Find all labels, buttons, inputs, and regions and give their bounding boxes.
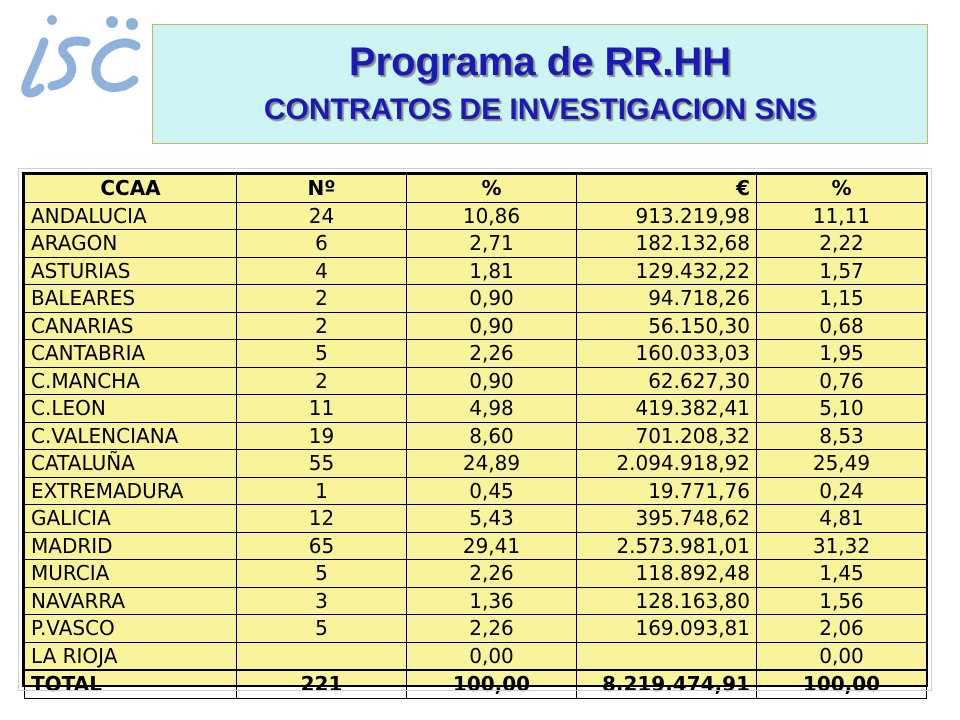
cell-euros: 419.382,41 [577,395,757,423]
cell-euros: 19.771,76 [577,477,757,505]
cell-numero: 2 [237,285,407,313]
table-row [25,615,927,643]
table-row [25,587,927,615]
cell-percent: 0,00 [407,642,577,670]
cell-percent-euros: 8,53 [757,422,927,450]
cell-numero: 5 [237,340,407,368]
cell-percent: 10,86 [407,202,577,230]
table-row [25,505,927,533]
table-row [25,532,927,560]
cell-percent-euros: 2,06 [757,615,927,643]
cell-euros: 701.208,32 [577,422,757,450]
cell-ccaa: CANARIAS [25,312,237,340]
cell-percent-euros: 5,10 [757,395,927,423]
cell-percent: 1,81 [407,257,577,285]
cell-percent: 5,43 [407,505,577,533]
total-cell-ccaa: TOTAL [25,670,237,698]
column-header-ccaa: CCAA [25,175,237,203]
cell-numero: 1 [237,477,407,505]
cell-percent-euros: 0,76 [757,367,927,395]
cell-ccaa: ARAGON [25,230,237,258]
cell-percent: 29,41 [407,532,577,560]
cell-euros: 94.718,26 [577,285,757,313]
cell-ccaa: GALICIA [25,505,237,533]
cell-percent-euros: 25,49 [757,450,927,478]
cell-percent: 0,45 [407,477,577,505]
title-banner [152,24,928,144]
cell-euros: 128.163,80 [577,587,757,615]
table-row [25,340,927,368]
cell-percent: 2,26 [407,560,577,588]
cell-euros: 160.033,03 [577,340,757,368]
column-header-percent-euros: % [757,175,927,203]
cell-percent-euros: 0,68 [757,312,927,340]
cell-percent: 0,90 [407,285,577,313]
cell-percent-euros: 1,95 [757,340,927,368]
isc-logo [8,12,148,102]
cell-ccaa: ASTURIAS [25,257,237,285]
logo-dot [106,16,118,28]
table-row [25,230,927,258]
table-row [25,450,927,478]
cell-numero: 4 [237,257,407,285]
cell-numero: 5 [237,615,407,643]
logo-letter-i [26,42,44,93]
cell-percent-euros: 2,22 [757,230,927,258]
table-row [25,477,927,505]
cell-numero: 5 [237,560,407,588]
cell-ccaa: NAVARRA [25,587,237,615]
cell-percent-euros: 11,11 [757,202,927,230]
cell-euros: 62.627,30 [577,367,757,395]
cell-percent-euros: 1,45 [757,560,927,588]
cell-ccaa: P.VASCO [25,615,237,643]
cell-numero: 2 [237,312,407,340]
cell-euros [577,642,757,670]
cell-percent-euros: 31,32 [757,532,927,560]
cell-numero: 24 [237,202,407,230]
table-row [25,422,927,450]
column-header-euros: € [577,175,757,203]
cell-euros: 118.892,48 [577,560,757,588]
contracts-table [24,174,927,699]
cell-percent-euros: 4,81 [757,505,927,533]
contracts-table-container [22,172,928,697]
cell-numero: 11 [237,395,407,423]
cell-ccaa: MADRID [25,532,237,560]
cell-ccaa: CANTABRIA [25,340,237,368]
cell-percent: 8,60 [407,422,577,450]
cell-percent: 4,98 [407,395,577,423]
total-cell-numero: 221 [237,670,407,698]
cell-percent-euros: 1,57 [757,257,927,285]
cell-numero: 3 [237,587,407,615]
cell-numero: 65 [237,532,407,560]
cell-euros: 2.573.981,01 [577,532,757,560]
cell-ccaa: LA RIOJA [25,642,237,670]
cell-numero: 19 [237,422,407,450]
cell-numero: 2 [237,367,407,395]
cell-ccaa: CATALUÑA [25,450,237,478]
cell-percent: 0,90 [407,312,577,340]
cell-percent-euros: 1,15 [757,285,927,313]
table-row [25,367,927,395]
cell-ccaa: EXTREMADURA [25,477,237,505]
cell-ccaa: ANDALUCIA [25,202,237,230]
cell-ccaa: BALEARES [25,285,237,313]
cell-percent-euros: 0,00 [757,642,927,670]
total-cell-percent-euros: 100,00 [757,670,927,698]
cell-percent: 2,71 [407,230,577,258]
table-row [25,257,927,285]
cell-percent-euros: 1,56 [757,587,927,615]
table-total-row [25,670,927,698]
column-header-numero: Nº [237,175,407,203]
cell-percent: 2,26 [407,340,577,368]
cell-ccaa: MURCIA [25,560,237,588]
logo-letter-s [52,41,86,86]
logo-dot [47,15,57,25]
table-row [25,395,927,423]
total-cell-euros: 8.219.474,91 [577,670,757,698]
cell-euros: 913.219,98 [577,202,757,230]
logo-dot [126,18,138,30]
cell-euros: 169.093,81 [577,615,757,643]
cell-ccaa: C.MANCHA [25,367,237,395]
table-row [25,312,927,340]
table-row [25,642,927,670]
cell-euros: 182.132,68 [577,230,757,258]
cell-euros: 395.748,62 [577,505,757,533]
table-row [25,202,927,230]
cell-euros: 56.150,30 [577,312,757,340]
cell-percent: 1,36 [407,587,577,615]
cell-numero: 12 [237,505,407,533]
table-header-row [25,175,927,203]
cell-numero: 6 [237,230,407,258]
total-cell-percent: 100,00 [407,670,577,698]
cell-percent: 2,26 [407,615,577,643]
cell-ccaa: C.LEON [25,395,237,423]
cell-numero [237,642,407,670]
cell-percent-euros: 0,24 [757,477,927,505]
cell-euros: 2.094.918,92 [577,450,757,478]
page-subtitle: CONTRATOS DE INVESTIGACION SNS [263,93,817,126]
logo-letter-c [96,43,136,88]
cell-percent: 24,89 [407,450,577,478]
column-header-percent: % [407,175,577,203]
cell-numero: 55 [237,450,407,478]
cell-ccaa: C.VALENCIANA [25,422,237,450]
table-row [25,560,927,588]
cell-percent: 0,90 [407,367,577,395]
page-title: Programa de RR.HH [348,40,732,84]
cell-euros: 129.432,22 [577,257,757,285]
table-row [25,285,927,313]
